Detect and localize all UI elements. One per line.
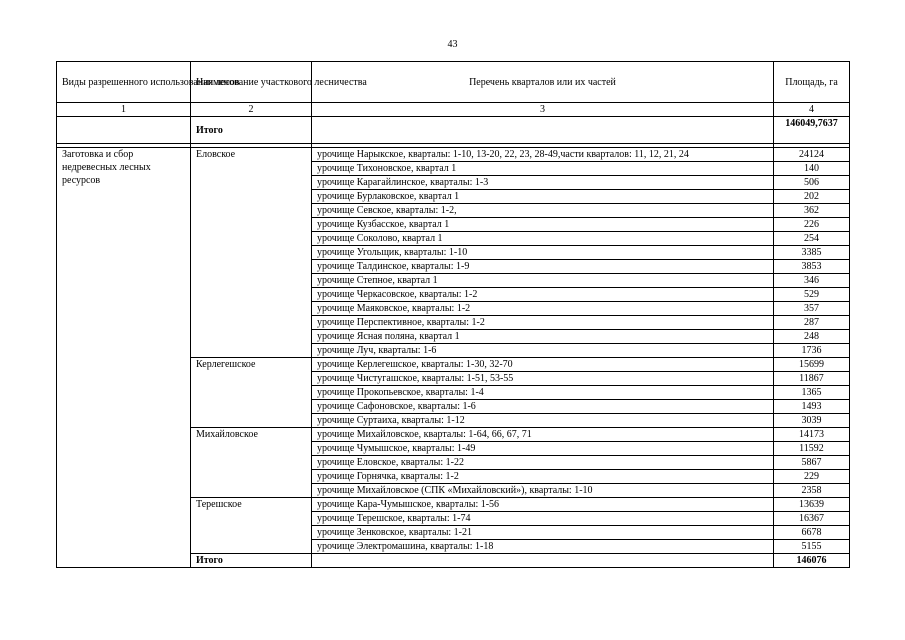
area-cell: 14173 <box>774 428 850 442</box>
page-number: 43 <box>447 39 458 50</box>
quarters-cell: урочище Михайловское, кварталы: 1-64, 66, 67, 71 <box>312 428 774 442</box>
quarters-cell: урочище Кузбасское, квартал 1 <box>312 218 774 232</box>
area-cell: 5155 <box>774 540 850 554</box>
area-cell: 529 <box>774 288 850 302</box>
quarters-cell: урочище Сафоновское, кварталы: 1-6 <box>312 400 774 414</box>
quarters-cell: урочище Луч, кварталы: 1-6 <box>312 344 774 358</box>
area-cell: 226 <box>774 218 850 232</box>
quarters-cell: урочище Зенковское, кварталы: 1-21 <box>312 526 774 540</box>
quarters-cell: урочище Керлегешское, кварталы: 1-30, 32-70 <box>312 358 774 372</box>
header-usage-type: Виды разрешенного использования лесов <box>57 62 191 103</box>
forestry-name-cell: Керлегешское <box>191 358 312 428</box>
quarters-cell: урочище Тихоновское, квартал 1 <box>312 162 774 176</box>
quarters-cell: урочище Кара-Чумышское, кварталы: 1-56 <box>312 498 774 512</box>
area-cell: 24124 <box>774 148 850 162</box>
quarters-cell: урочище Перспективное, кварталы: 1-2 <box>312 316 774 330</box>
bottom-total-area: 146076 <box>774 554 850 568</box>
area-cell: 1493 <box>774 400 850 414</box>
area-cell: 1736 <box>774 344 850 358</box>
area-cell: 254 <box>774 232 850 246</box>
quarters-cell: урочище Терешское, кварталы: 1-74 <box>312 512 774 526</box>
area-cell: 6678 <box>774 526 850 540</box>
quarters-cell: урочище Электромашина, кварталы: 1-18 <box>312 540 774 554</box>
top-total-area: 146049,7637 <box>774 117 850 144</box>
bottom-total-label: Итого <box>191 554 312 568</box>
area-cell: 3853 <box>774 260 850 274</box>
quarters-cell: урочище Бурлаковское, квартал 1 <box>312 190 774 204</box>
column-number-row <box>57 103 850 117</box>
quarters-cell: урочище Талдинское, кварталы: 1-9 <box>312 260 774 274</box>
empty-cell <box>312 117 774 144</box>
area-cell: 15699 <box>774 358 850 372</box>
forest-usage-table <box>56 61 850 568</box>
quarters-cell: урочище Суртаиха, кварталы: 1-12 <box>312 414 774 428</box>
area-cell: 506 <box>774 176 850 190</box>
area-cell: 140 <box>774 162 850 176</box>
header-row <box>57 62 850 103</box>
area-cell: 362 <box>774 204 850 218</box>
area-cell: 2358 <box>774 484 850 498</box>
empty-cell <box>312 554 774 568</box>
quarters-cell: урочище Соколово, квартал 1 <box>312 232 774 246</box>
quarters-cell: урочище Михайловское (СПК «Михайловский»), кварталы: 1-10 <box>312 484 774 498</box>
forestry-name-cell: Терешское <box>191 498 312 554</box>
area-cell: 248 <box>774 330 850 344</box>
quarters-cell: урочище Севское, кварталы: 1-2, <box>312 204 774 218</box>
forestry-name-cell: Еловское <box>191 148 312 358</box>
table-row <box>57 148 850 162</box>
usage-type-cell: Заготовка и сбор недревесных лесных ресурсов <box>57 148 191 568</box>
area-cell: 11592 <box>774 442 850 456</box>
area-cell: 16367 <box>774 512 850 526</box>
quarters-cell: урочище Черкасовское, кварталы: 1-2 <box>312 288 774 302</box>
quarters-cell: урочище Чистугашское, кварталы: 1-51, 53-55 <box>312 372 774 386</box>
header-quarters-list: Перечень кварталов или их частей <box>312 62 774 103</box>
top-total-row <box>57 117 850 144</box>
area-cell: 11867 <box>774 372 850 386</box>
header-area: Площадь, га <box>774 62 850 103</box>
quarters-cell: урочище Горнячка, кварталы: 1-2 <box>312 470 774 484</box>
top-total-label: Итого <box>191 117 312 144</box>
forestry-name-cell: Михайловское <box>191 428 312 498</box>
area-cell: 357 <box>774 302 850 316</box>
area-cell: 202 <box>774 190 850 204</box>
header-forestry-name: Наименование участкового лесничества <box>191 62 312 103</box>
quarters-cell: урочище Нарыкское, кварталы: 1-10, 13-20, 22, 23, 28-49,части кварталов: 11, 12, 21, 24 <box>312 148 774 162</box>
empty-cell <box>57 117 191 144</box>
area-cell: 3385 <box>774 246 850 260</box>
area-cell: 3039 <box>774 414 850 428</box>
area-cell: 1365 <box>774 386 850 400</box>
area-cell: 13639 <box>774 498 850 512</box>
area-cell: 229 <box>774 470 850 484</box>
column-number: 1 <box>57 103 191 117</box>
column-number: 4 <box>774 103 850 117</box>
quarters-cell: урочище Карагайлинское, кварталы: 1-3 <box>312 176 774 190</box>
quarters-cell: урочище Еловское, кварталы: 1-22 <box>312 456 774 470</box>
area-cell: 346 <box>774 274 850 288</box>
area-cell: 287 <box>774 316 850 330</box>
quarters-cell: урочище Маяковское, кварталы: 1-2 <box>312 302 774 316</box>
quarters-cell: урочище Прокопьевское, кварталы: 1-4 <box>312 386 774 400</box>
column-number: 2 <box>191 103 312 117</box>
column-number: 3 <box>312 103 774 117</box>
quarters-cell: урочище Степное, квартал 1 <box>312 274 774 288</box>
quarters-cell: урочище Угольщик, кварталы: 1-10 <box>312 246 774 260</box>
quarters-cell: урочище Чумышское, кварталы: 1-49 <box>312 442 774 456</box>
quarters-cell: урочище Ясная поляна, квартал 1 <box>312 330 774 344</box>
area-cell: 5867 <box>774 456 850 470</box>
